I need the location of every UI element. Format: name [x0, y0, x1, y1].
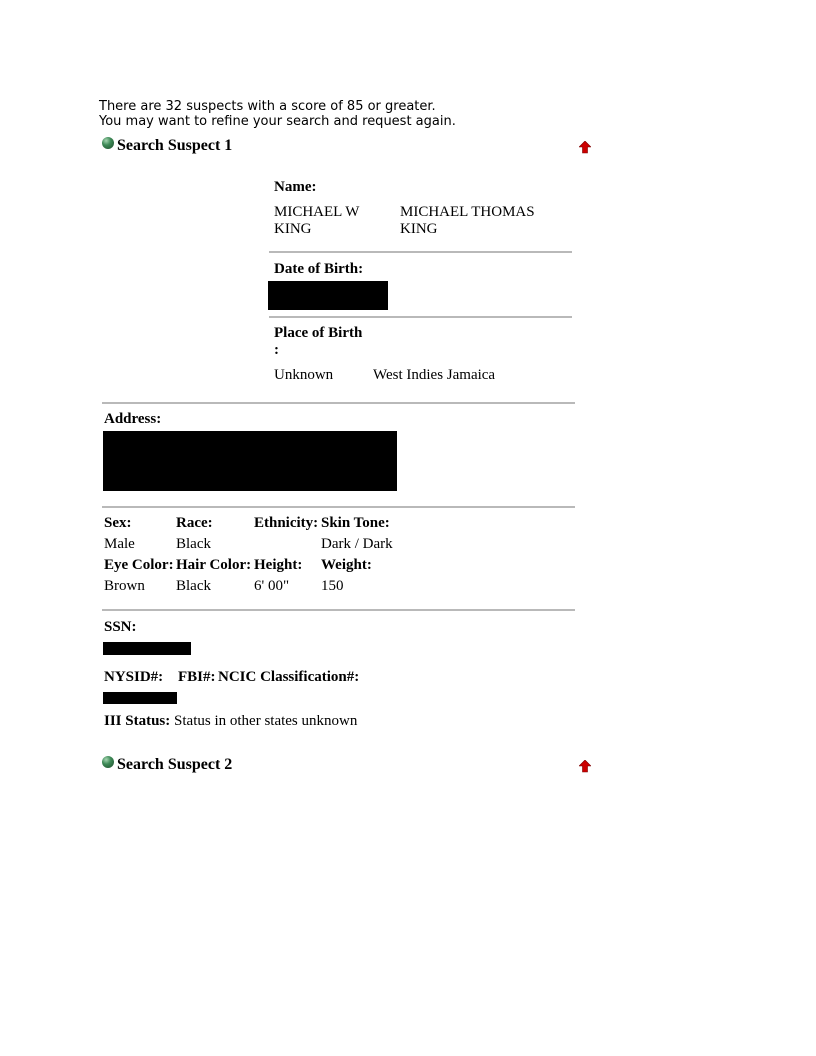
iii-status-value: Status in other states unknown [174, 713, 358, 729]
ethnicity-label: Ethnicity: [254, 515, 319, 531]
alias-1-line-1: MICHAEL W [274, 204, 360, 220]
pob-value-2: West Indies Jamaica [373, 367, 496, 383]
pob-label-line-1: Place of Birth [274, 325, 363, 341]
address-redaction [103, 431, 397, 491]
weight-label: Weight: [321, 557, 372, 573]
nysid-label: NYSID#: [104, 669, 164, 685]
refine-search-hint: You may want to refine your search and request again. [99, 114, 456, 129]
eye-color-value: Brown [104, 578, 145, 594]
green-sphere-bullet-icon [102, 137, 114, 149]
sex-label: Sex: [104, 515, 132, 531]
divider [102, 609, 575, 611]
height-label: Height: [254, 557, 303, 573]
alias-1-line-2: KING [274, 221, 312, 237]
suspect-2-heading: Search Suspect 2 [117, 756, 233, 773]
red-up-arrow-icon[interactable] [579, 141, 591, 154]
results-summary [99, 99, 456, 129]
ssn-redaction [103, 642, 191, 655]
ncic-label: NCIC Classification#: [218, 669, 360, 685]
alias-2 [400, 204, 535, 238]
name-label: Name: [274, 179, 317, 195]
eye-color-label: Eye Color: [104, 557, 174, 573]
pob-label-line-2: : [274, 342, 279, 358]
alias-2-line-1: MICHAEL THOMAS [400, 204, 535, 220]
divider [269, 316, 572, 318]
fbi-label: FBI#: [178, 669, 216, 685]
dob-redaction [268, 281, 388, 310]
dob-label: Date of Birth: [274, 261, 364, 277]
divider [102, 402, 575, 404]
alias-2-line-2: KING [400, 221, 438, 237]
divider [102, 506, 575, 508]
results-count-text: There are 32 suspects with a score of 85 or greater. [99, 99, 436, 114]
suspect-1-heading: Search Suspect 1 [117, 137, 233, 154]
skin-tone-label: Skin Tone: [321, 515, 390, 531]
hair-color-value: Black [176, 578, 211, 594]
green-sphere-bullet-icon [102, 756, 114, 768]
iii-status-label: III Status: [104, 713, 171, 729]
pob-label [274, 325, 362, 359]
ssn-label: SSN: [104, 619, 137, 635]
divider [269, 251, 572, 253]
hair-color-label: Hair Color: [176, 557, 252, 573]
weight-value: 150 [321, 578, 344, 594]
race-label: Race: [176, 515, 213, 531]
pob-value-1: Unknown [274, 367, 334, 383]
nysid-redaction [103, 692, 177, 704]
red-up-arrow-icon[interactable] [579, 760, 591, 773]
address-label: Address: [104, 411, 162, 427]
race-value: Black [176, 536, 211, 552]
skin-tone-value: Dark / Dark [321, 536, 393, 552]
sex-value: Male [104, 536, 135, 552]
alias-1 [274, 204, 359, 238]
iii-status [104, 713, 357, 730]
height-value: 6' 00" [254, 578, 290, 594]
